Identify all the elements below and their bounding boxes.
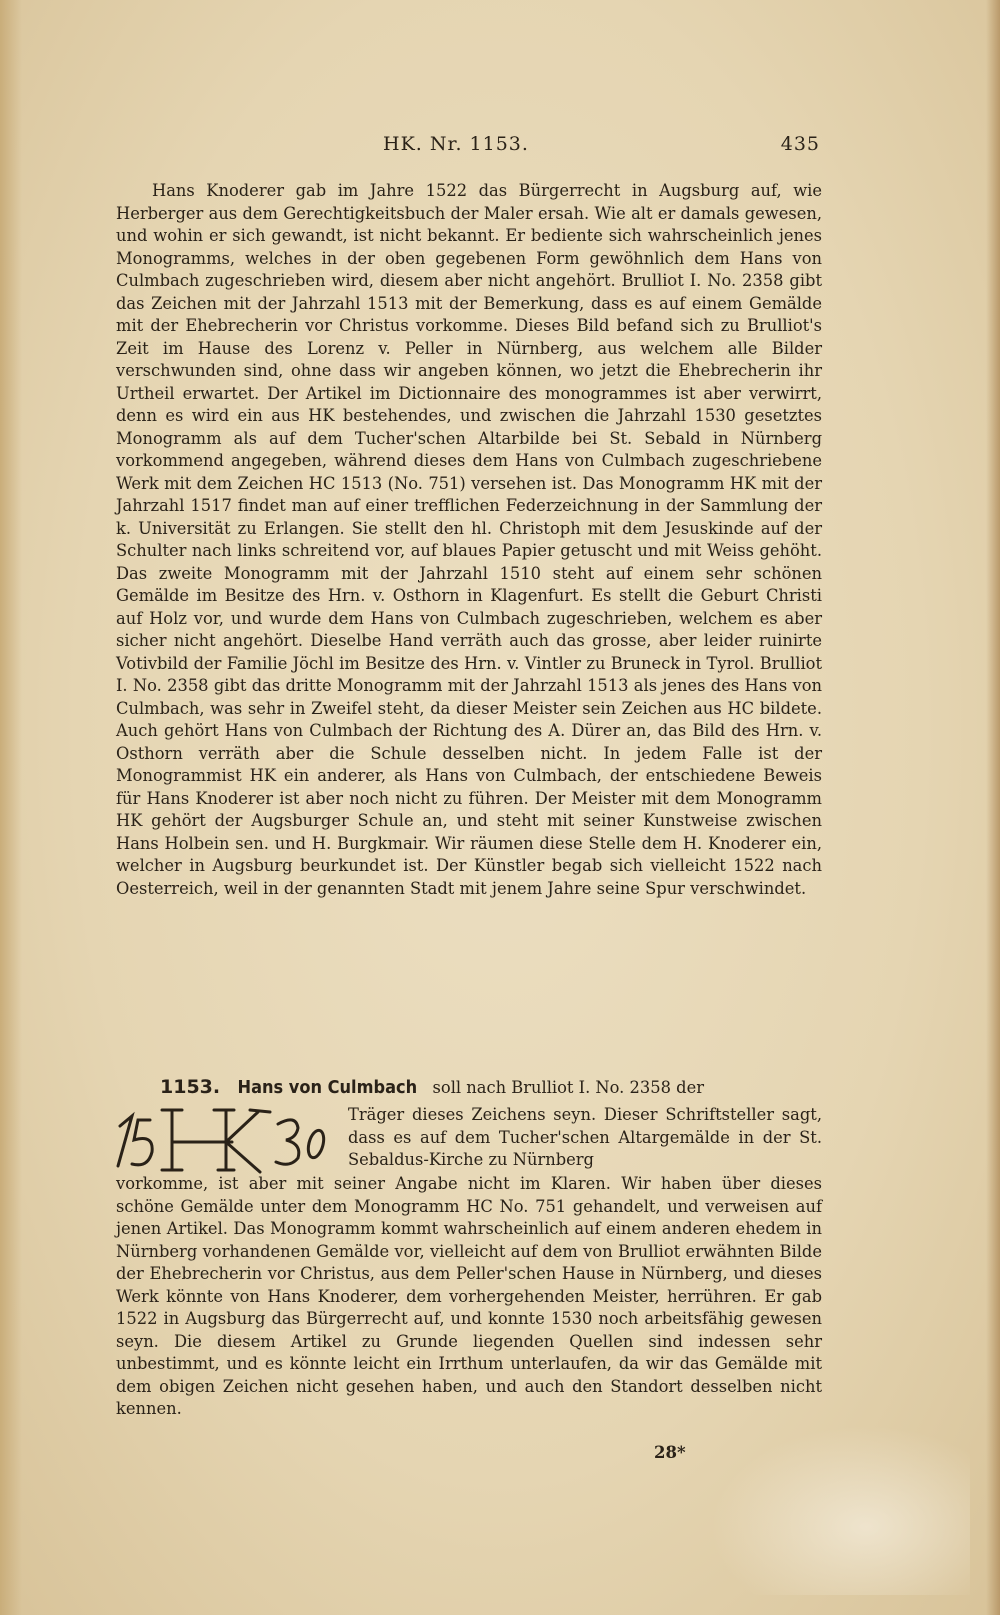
header-title: HK. Nr. 1153. bbox=[383, 133, 529, 155]
page-edge-right bbox=[986, 0, 1000, 1615]
paper-stain bbox=[710, 1425, 970, 1595]
entry-number: 1153. bbox=[160, 1076, 221, 1098]
entry-body: vorkomme, ist aber mit seiner Angabe nicht im Klaren. Wir haben über dieses schöne Gemälde unter dem Monogramm HC No. 751 gehandelt, und verweisen auf jenen Artikel. Das Monogramm kommt wahrscheinlich auf einem anderen ehedem in Nürnberg vorhandenen Gemälde vor, vielleicht auf dem von Brulliot erwähnten Bilde der Ehebrecherin vor Christus, aus dem Peller'schen Hause in Nürnberg, und dieses Werk könnte von Hans Knoderer, dem vorhergehenden Meister, herrühren. Er gab 1522 in Augsburg das Bürgerrecht auf, und konnte 1530 noch arbeitsfähig gewesen seyn. Die diesem Artikel zu Grunde liegenden Quellen sind indessen sehr unbestimmt, und es könnte leicht ein Irrthum unterlaufen, da wir das Gemälde mit dem obigen Zeichen nicht gesehen haben, und auch den Standort desselben nicht kennen. bbox=[116, 1174, 822, 1418]
running-header bbox=[118, 133, 820, 163]
entry-lead-text: soll nach Brulliot I. No. 2358 der bbox=[432, 1078, 704, 1097]
monogram-hk-1530 bbox=[110, 1102, 340, 1174]
entry-heading bbox=[160, 1076, 704, 1098]
page-number: 435 bbox=[780, 133, 820, 155]
paragraph-knoderer: Hans Knoderer gab im Jahre 1522 das Bürgerrecht in Augsburg auf, wie Herberger aus dem Gerechtigkeitsbuch der Maler ersah. Wie alt er damals gewesen, und wohin er sich gewandt, ist nicht bekannt. Er bediente sich wahrscheinlich jenes Monogramms, welches in der oben gegebenen Form gewöhnlich dem Hans von Culmbach zugeschrieben wird, diesem aber nicht angehört. Brulliot I. No. 2358 gibt das Zeichen mit der Jahrzahl 1513 mit der Bemerkung, dass es auf einem Gemälde mit der Ehebrecherin vor Christus vorkomme. Dieses Bild befand sich zu Brulliot's Zeit im Hause des Lorenz v. Peller in Nürnberg, aus welchem alle Bilder verschwunden sind, ohne dass wir angeben können, wo jetzt die Ehebrecherin ihr Urtheil erwartet. Der Artikel im Dictionnaire des monogrammes ist aber verwirrt, denn es wird ein aus HK bestehendes, und zwischen die Jahrzahl 1530 gesetztes Monogramm als auf dem Tucher'schen Altarbilde bei St. Sebald in Nürnberg vorkommend angegeben, während dieses dem Hans von Culmbach zugeschriebene Werk mit dem Zeichen HC 1513 (No. 751) versehen ist. Das Monogramm HK mit der Jahrzahl 1517 findet man auf einer trefflichen Federzeichnung in der Sammlung der k. Universität zu Erlangen. Sie stellt den hl. Christoph mit dem Jesuskinde auf der Schulter nach links schreitend vor, auf blaues Papier getuscht und mit Weiss gehöht. Das zweite Monogramm mit der Jahrzahl 1510 steht auf einem sehr schönen Gemälde im Besitze des Hrn. v. Osthorn in Klagenfurt. Es stellt die Geburt Christi auf Holz vor, und wurde dem Hans von Culmbach zugeschrieben, welchem es aber sicher nicht angehört. Dieselbe Hand verräth auch das grosse, aber leider ruinirte Votivbild der Familie Jöchl im Besitze des Hrn. v. Vintler zu Bruneck in Tyrol. Brulliot I. No. 2358 gibt das dritte Monogramm mit der Jahrzahl 1513 als jenes des Hans von Culmbach, was sehr in Zweifel steht, da dieser Meister sein Zeichen aus HC bildete. Auch gehört Hans von Culmbach der Richtung des A. Dürer an, das Bild des Hrn. v. Osthorn verräth aber die Schule desselben nicht. In jedem Falle ist der Monogrammist HK ein anderer, als Hans von Culmbach, der entschiedene Beweis für Hans Knoderer ist aber noch nicht zu führen. Der Meister mit dem Monogramm HK gehört der Augsburger Schule an, und steht mit seiner Kunstweise zwischen Hans Holbein sen. und H. Burgkmair. Wir räumen diese Stelle dem H. Knoderer ein, welcher in Augsburg beurkundet ist. Der Künstler begab sich vielleicht 1522 nach Oesterreich, weil in der genannten Stadt mit jenem Jahre seine Spur verschwindet. bbox=[116, 181, 822, 898]
page-edge-left bbox=[0, 0, 22, 1615]
signature-mark: 28* bbox=[654, 1443, 686, 1462]
entry-side-text: Träger dieses Zeichens seyn. Dieser Schriftsteller sagt, dass es auf dem Tucher'schen Altargemälde in der St. Sebaldus-Kirche zu Nürnberg bbox=[348, 1105, 822, 1169]
entry-artist-name: Hans von Culmbach bbox=[237, 1077, 418, 1098]
